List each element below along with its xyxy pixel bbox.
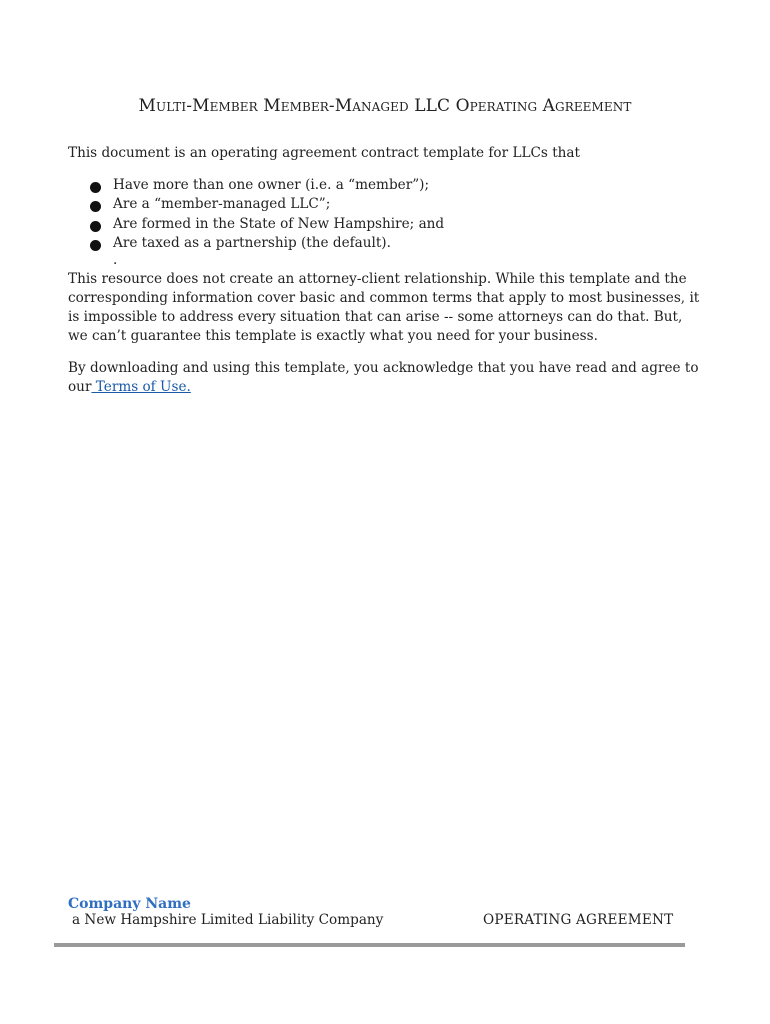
list-item-text: Are taxed as a partnership (the default). bbox=[113, 234, 391, 251]
footer-document-label: OPERATING AGREEMENT bbox=[483, 912, 674, 928]
disclaimer-paragraph: This resource does not create an attorney-client relationship. While this template and the corresponding information cover basic and common terms that apply to most businesses, it is impossible to address every situation that can arise -- some attorneys can do that. But, we can’t guarantee this template is exactly what you need for your business. bbox=[68, 271, 700, 344]
intro-paragraph: This document is an operating agreement contract template for LLCs that bbox=[68, 145, 580, 161]
bullet-icon bbox=[90, 201, 101, 212]
document-title: Multi-Member Member-Managed LLC Operating Agreement bbox=[138, 96, 632, 116]
list-item-text: Are a “member-managed LLC”; bbox=[113, 196, 331, 213]
list-item bbox=[88, 215, 444, 234]
criteria-list bbox=[88, 176, 444, 253]
acknowledgement-paragraph bbox=[68, 359, 704, 397]
list-item bbox=[88, 234, 444, 253]
list-item-text: Are formed in the State of New Hampshire; and bbox=[113, 215, 445, 232]
stray-period: . bbox=[113, 252, 118, 268]
list-item bbox=[88, 195, 444, 214]
terms-of-use-link[interactable]: Terms of Use. bbox=[91, 379, 191, 395]
bullet-icon bbox=[90, 221, 101, 232]
list-item-text: Have more than one owner (i.e. a “member”); bbox=[113, 177, 430, 193]
footer-divider bbox=[54, 943, 685, 947]
list-item bbox=[88, 176, 444, 195]
bullet-icon bbox=[90, 240, 101, 251]
company-type: a New Hampshire Limited Liability Company bbox=[72, 912, 384, 928]
acknowledgement-text: By downloading and using this template, you acknowledge that you have read and agree to our bbox=[68, 360, 699, 395]
bullet-icon bbox=[90, 182, 101, 193]
company-name: Company Name bbox=[68, 896, 191, 912]
